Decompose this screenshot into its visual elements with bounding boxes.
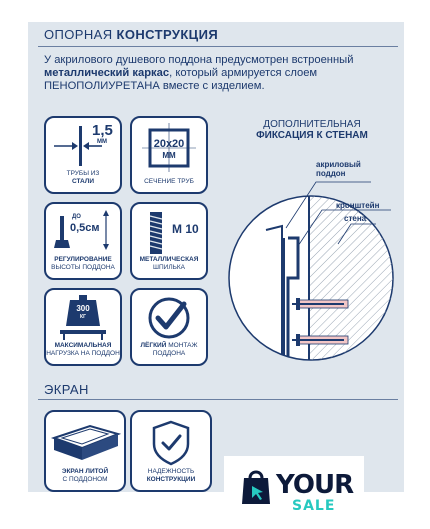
screen-card-caption: НАДЕЖНОСТЬ КОНСТРУКЦИИ — [146, 468, 196, 483]
shield-check-icon — [132, 416, 210, 466]
feature-card-max-load — [44, 288, 122, 366]
feature-caption: МЕТАЛЛИЧЕСКАЯ ШПИЛЬКА — [139, 256, 199, 271]
screen-divider — [38, 399, 398, 400]
feature-unit: КГ — [80, 314, 86, 320]
screen-card-caption: ЭКРАН ЛИТОЙ С ПОДДОНОМ — [61, 468, 109, 483]
feature-caption: МАКСИМАЛЬНАЯ НАГРУЗКА НА ПОДДОН — [46, 342, 120, 357]
feature-value: М 10 — [172, 222, 199, 236]
feature-card-tube-section — [130, 116, 208, 194]
section-title: ОПОРНАЯ КОНСТРУКЦИЯ — [44, 27, 219, 42]
feature-caption: ТРУБЫ ИЗ СТАЛИ — [66, 170, 100, 185]
screen-card-cast — [44, 410, 126, 492]
shopping-bag-icon — [236, 466, 276, 510]
logo-word-your: YOUR — [276, 470, 354, 500]
feature-card-tube-thickness — [44, 116, 122, 194]
checkmark-badge-icon — [132, 292, 206, 344]
feature-caption: РЕГУЛИРОВАНИЕ ВЫСОТЫ ПОДДОНА — [51, 256, 115, 271]
screen-card-reliability — [130, 410, 212, 492]
feature-value: 0,5см — [70, 222, 100, 234]
label-wall: стена — [344, 214, 367, 223]
feature-value: 20x20 — [153, 138, 185, 150]
feature-card-stud — [130, 202, 208, 280]
title-divider — [38, 46, 398, 47]
fixation-title: ДОПОЛНИТЕЛЬНАЯ ФИКСАЦИЯ К СТЕНАМ — [256, 119, 368, 141]
label-bracket: кронштейн — [336, 201, 380, 210]
feature-unit: ММ — [97, 139, 107, 145]
description-text: У акрилового душевого поддона предусмотрен встроенный металлический каркас, который армируется слоем ПЕНОПОЛИУРЕТАНА вместе с изделием. — [44, 54, 354, 92]
tray-screen-icon — [46, 416, 124, 466]
feature-value: 300 — [76, 304, 90, 313]
wall-fixation-diagram — [226, 140, 396, 380]
feature-card-easy-install — [130, 288, 208, 366]
feature-prefix: ДО — [72, 214, 81, 220]
label-acrylic-tray: акриловый поддон — [316, 160, 361, 178]
feature-caption: ЛЁГКИЙ МОНТАЖ ПОДДОНА — [140, 342, 198, 357]
feature-caption: СЕЧЕНИЕ ТРУБ — [144, 178, 194, 185]
logo-word-sale: SALE — [292, 498, 336, 514]
feature-card-height-adjust — [44, 202, 122, 280]
feature-value: 1,5 — [92, 122, 113, 139]
feature-unit: ММ — [162, 151, 176, 160]
screen-section-title: ЭКРАН — [44, 382, 89, 397]
